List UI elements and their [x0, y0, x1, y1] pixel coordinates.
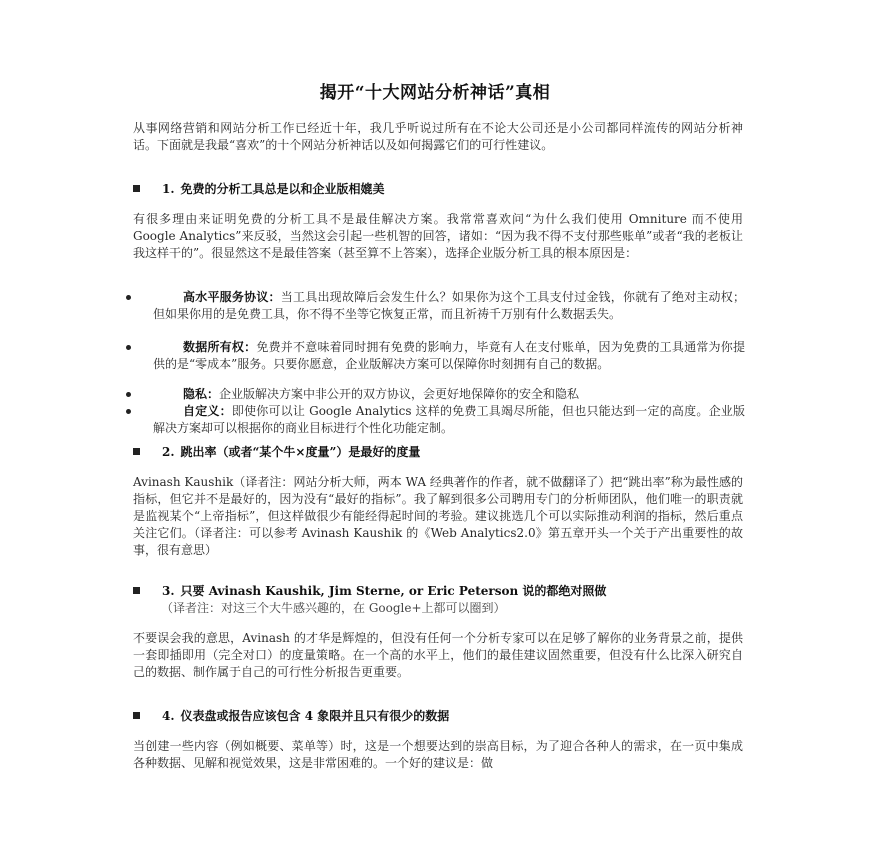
- section-title: 只要 Avinash Kaushik, Jim Sterne, or Eric Peterson 说的都绝对照做: [180, 584, 607, 598]
- section-note: （译者注：对这三个大牛感兴趣的，在 Google+上都可以圈到）: [161, 601, 506, 615]
- bullet-dot-icon: [126, 295, 131, 300]
- bullet-text: 企业版解决方案中非公开的双方协议，会更好地保障你的安全和隐私: [219, 387, 580, 401]
- section-number: 2.: [162, 445, 175, 459]
- bullet-term: 高水平服务协议：: [183, 290, 281, 304]
- section-4-body: 当创建一些内容（例如概要、菜单等）时，这是一个想要达到的崇高目标，为了迎合各种人的需求，在一页中集成各种数据、见解和视觉效果，这是非常困难的。一个好的建议是：做: [133, 739, 743, 770]
- bullet-dot-icon: [126, 409, 131, 414]
- square-bullet-icon: [133, 448, 140, 455]
- bullet-dot-icon: [126, 392, 131, 397]
- document-title: 揭开“十大网站分析神话”真相: [319, 83, 551, 103]
- section-2-body: Avinash Kaushik（译者注：网站分析大师，两本 WA 经典著作的作者，就不做翻译了）把“跳出率”称为最性感的指标，但它并不是最好的，因为没有“最好的指标”。我了解到很多公司聘用专门的分析师团队，他们唯一的职责就是监视某个“上帝指标”，但这样做很少有能经得起时间的考验。建议挑选几个可以实际推动利润的指标，然后重点关注它们。（译者注：可以参考 Avinash Kaushik 的《Web Analytics2.0》第五章开头一个关于产出重要性的故事，很有意思）: [133, 475, 743, 557]
- intro-paragraph: 从事网络营销和网站分析工作已经近十年，我几乎听说过所有在不论大公司还是小公司都同样流传的网站分析神话。下面就是我最“喜欢”的十个网站分析神话以及如何揭露它们的可行性建议。: [133, 121, 743, 152]
- section-heading-3: [133, 583, 743, 617]
- bullet-text: 当工具出现故障后会发生什么？如果你为这个工具支付过金钱，你就有了绝对主动权；但如果你用的是免费工具，你不得不坐等它恢复正常，而且祈祷千万别有什么数据丢失。: [153, 290, 745, 321]
- section-1-body: 有很多理由来证明免费的分析工具不是最佳解决方案。我常常喜欢问“为什么我们使用 Omniture 而不使用 Google Analytics”来反驳，当然这会引起一些机智的回答，诸如：“因为我不得不支付那些账单”或者“我的老板让我这样干的”。很显然这不是最佳答案（甚至算不上答案），选择企业版分析工具的根本原因是：: [133, 212, 743, 260]
- section-number: 4.: [162, 709, 175, 723]
- section-title: 跳出率（或者“某个牛×度量”）是最好的度量: [180, 445, 421, 459]
- section-title: 仪表盘或报告应该包含 4 象限并且只有很少的数据: [180, 709, 450, 723]
- bullet-item: [153, 289, 745, 323]
- section-heading-2: [133, 444, 743, 461]
- square-bullet-icon: [133, 185, 140, 192]
- bullet-dot-icon: [126, 345, 131, 350]
- bullet-item: [153, 339, 745, 373]
- bullet-term: 隐私：: [183, 387, 220, 401]
- bullet-term: 数据所有权：: [183, 340, 257, 354]
- bullet-item: [153, 386, 745, 403]
- section-3-body: 不要误会我的意思，Avinash 的才华是辉煌的，但没有任何一个分析专家可以在足够了解你的业务背景之前，提供一套即插即用（完全对口）的度量策略。在一个高的水平上，他们的最佳建议固然重要，但没有什么比深入研究自己的数据、制作属于自己的可行性分析报告更重要。: [133, 631, 743, 679]
- bullet-text: 即使你可以让 Google Analytics 这样的免费工具竭尽所能，但也只能达到一定的高度。企业版解决方案却可以根据你的商业目标进行个性化功能定制。: [153, 404, 745, 435]
- bullet-text: 免费并不意味着同时拥有免费的影响力，毕竟有人在支付账单，因为免费的工具通常为你提供的是“零成本”服务。只要你愿意，企业版解决方案可以保障你时刻拥有自己的数据。: [153, 340, 745, 371]
- bullet-item: [153, 403, 745, 437]
- bullet-term: 自定义：: [183, 404, 232, 418]
- section-title: 免费的分析工具总是以和企业版相媲美: [180, 182, 385, 196]
- section-number: 3.: [162, 584, 175, 598]
- square-bullet-icon: [133, 712, 140, 719]
- section-number: 1.: [162, 182, 175, 196]
- square-bullet-icon: [133, 587, 140, 594]
- section-heading-4: [133, 708, 743, 725]
- section-heading-1: [133, 181, 743, 198]
